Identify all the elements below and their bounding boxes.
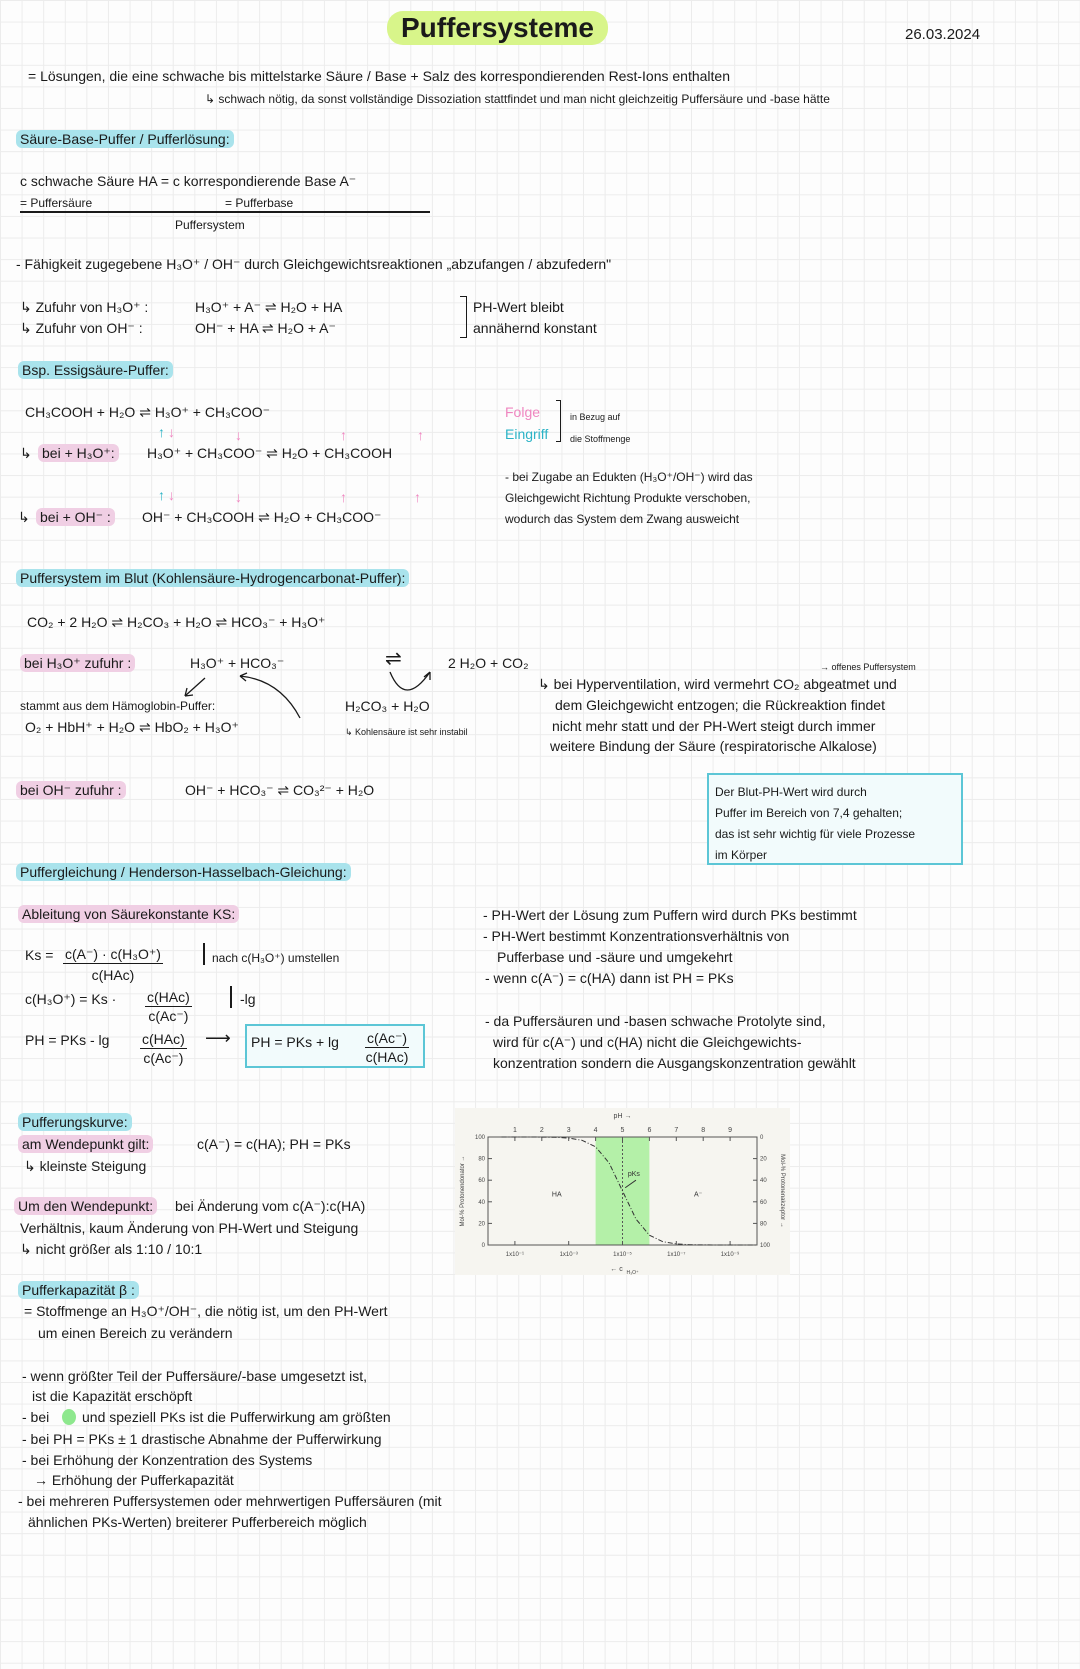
kapazitaet-bullet: - bei mehreren Puffersystemen oder mehrwertigen Puffersäuren (mit <box>18 1493 442 1509</box>
h3o-equation-right: 2 H₂O + CO₂ <box>448 655 529 671</box>
um-wendepunkt-line: ↳ nicht größer als 1:10 / 10:1 <box>20 1241 203 1257</box>
legend-eingriff: Eingriff <box>505 426 549 442</box>
heading-essigsaeure: Bsp. Essigsäure-Puffer: <box>18 361 173 379</box>
x-label-bottom-sub: H₃O⁺ <box>626 1270 639 1275</box>
label-ha: HA <box>551 1191 562 1199</box>
um-wendepunkt-text: bei Änderung vom c(A⁻):c(HA) <box>175 1198 366 1214</box>
hemoglobin-equation: O₂ + HbH⁺ + H₂O ⇌ HbO₂ + H₃O⁺ <box>25 719 239 735</box>
chart-svg <box>455 1108 790 1275</box>
h3o-note: -lg <box>240 991 256 1007</box>
note-line: Gleichgewicht Richtung Produkte verschoben, <box>505 491 751 505</box>
numerator: c(Ac⁻) <box>367 1030 408 1046</box>
result-line2: annähernd konstant <box>473 320 597 336</box>
green-range-marker <box>62 1409 76 1425</box>
tick-label-left: 0 <box>481 1243 485 1249</box>
h3o-fraction <box>145 988 192 1025</box>
case2-equation: OH⁻ + CH₃COOH ⇌ H₂O + CH₃COO⁻ <box>142 509 382 525</box>
tick-label-bottom: 1x10⁻⁵ <box>613 1252 632 1258</box>
tick-label-bottom: 1x10⁻³ <box>559 1252 578 1258</box>
tick-label-left: 40 <box>478 1199 485 1206</box>
intro-definition: = Lösungen, die eine schwache bis mittelstarke Säure / Base + Salz des korrespondierenden Rest-Ions enthalten <box>28 68 730 84</box>
tick-label-top: 3 <box>566 1127 571 1134</box>
arrow-up-icon: ↑ <box>158 487 165 503</box>
final-fraction <box>365 1029 409 1066</box>
wendepunkt-text: c(A⁻) = c(HA); PH = PKs <box>197 1136 351 1152</box>
kapazitaet-bullet: - bei <box>22 1409 50 1425</box>
tick-label-bottom: 1x10⁻¹ <box>505 1252 524 1258</box>
h3o-equation-left: H₃O⁺ + HCO₃⁻ <box>190 655 285 671</box>
page-title: Puffersysteme <box>387 11 608 45</box>
tick-label-top: 4 <box>593 1127 598 1134</box>
brace-line <box>20 211 430 213</box>
tick-label-right: 80 <box>760 1221 767 1228</box>
arrow-right-icon: ⟶ <box>205 1028 231 1048</box>
x-label-bottom: ← c <box>610 1266 623 1273</box>
ks-prefix: Ks = <box>25 947 54 963</box>
box-line: Puffer im Bereich von 7,4 gehalten; <box>715 806 903 820</box>
tick-label-right: 60 <box>760 1199 767 1206</box>
kapazitaet-bullet: - bei Erhöhung der Konzentration des Systems <box>22 1452 313 1468</box>
tick-label-left: 100 <box>474 1135 485 1141</box>
intermediate: H₂CO₃ + H₂O <box>345 698 430 714</box>
box-line: im Körper <box>715 848 768 862</box>
hyper-line: weitere Bindung der Säure (respiratorische Alkalose) <box>550 738 877 754</box>
henderson-bullet: wird für c(A⁻) und c(HA) nicht die Gleichgewichts- <box>493 1034 802 1050</box>
divider <box>230 986 232 1008</box>
ks-subheading: Ableitung von Säurekonstante KS: <box>18 905 239 923</box>
y-label-right: Mol-% Protonenakzeptor → <box>779 1154 785 1228</box>
henderson-bullet: Pufferbase und -säure und umgekehrt <box>497 949 733 965</box>
tick-label-top: 1 <box>512 1127 517 1134</box>
denominator: c(Ac⁻) <box>148 1008 189 1024</box>
reaction-equation-oh: OH⁻ + HA ⇌ H₂O + A⁻ <box>195 320 336 336</box>
open-system-note: → offenes Puffersystem <box>820 662 916 672</box>
heading-kurve: Pufferungskurve: <box>18 1113 132 1131</box>
kapazitaet-bullet: und speziell PKs ist die Pufferwirkung am größten <box>82 1409 391 1425</box>
acetic-equation: CH₃COOH + H₂O ⇌ H₃O⁺ + CH₃COO⁻ <box>25 404 271 420</box>
result-line1: PH-Wert bleibt <box>473 299 564 315</box>
case1-equation: H₃O⁺ + CH₃COO⁻ ⇌ H₂O + CH₃COOH <box>147 445 393 461</box>
henderson-bullet: - PH-Wert bestimmt Konzentrationsverhältnis von <box>483 928 790 944</box>
tick-label-right: 100 <box>760 1243 771 1249</box>
buffer-equation: c schwache Säure HA = c korrespondierende Base A⁻ <box>20 173 357 189</box>
heading-saeure-base-puffer: Säure-Base-Puffer / Pufferlösung: <box>16 130 234 148</box>
box-line: das ist sehr wichtig für viele Prozesse <box>715 827 916 841</box>
tick-label-right: 0 <box>760 1135 764 1141</box>
denominator: c(Ac⁻) <box>143 1050 184 1066</box>
arrow-up-icon: ↑ <box>158 424 165 440</box>
case2-label: bei + OH⁻ : <box>36 508 115 526</box>
tick-label-left: 20 <box>478 1221 485 1228</box>
kapazitaet-bullet: - bei PH = PKs ± 1 drastische Abnahme der Pufferwirkung <box>22 1431 382 1447</box>
legend-note2: die Stoffmenge <box>570 434 631 444</box>
box-line: Der Blut-PH-Wert wird durch <box>715 785 867 799</box>
ability-text: - Fähigkeit zugegebene H₃O⁺ / OH⁻ durch Gleichgewichtsreaktionen „abzufangen / abzufedern" <box>16 256 612 272</box>
kapazitaet-bullet: ist die Kapazität erschöpft <box>32 1388 193 1404</box>
steigung-text: ↳ kleinste Steigung <box>24 1158 147 1174</box>
kapazitaet-bullet: ähnlichen PKs-Werten) breiterer Pufferbereich möglich <box>28 1514 367 1530</box>
tick-label-bottom: 1x10⁻⁹ <box>720 1252 740 1258</box>
x-label-top: pH → <box>613 1113 632 1120</box>
heading-blut: Puffersystem im Blut (Kohlensäure-Hydrogencarbonat-Puffer): <box>16 569 409 587</box>
arrow-up-icon: ↑ <box>340 427 347 443</box>
tick-label-left: 80 <box>478 1156 485 1163</box>
buffer-curve-chart <box>455 1108 790 1275</box>
denominator: c(HAc) <box>91 967 135 983</box>
hyper-line: dem Gleichgewicht entzogen; die Rückreaktion findet <box>555 697 885 713</box>
arrow-up-icon: ↑ <box>417 427 424 443</box>
ks-fraction <box>63 945 163 984</box>
kapazitaet-bullet: - wenn größter Teil der Puffersäure/-base umgesetzt ist, <box>22 1368 367 1384</box>
arrow-up-icon: ↑ <box>340 489 347 505</box>
reaction-label-oh: ↳ Zufuhr von OH⁻ : <box>20 320 143 336</box>
final-prefix: PH = PKs + lg <box>251 1034 339 1050</box>
puffersaeure-label: = Puffersäure <box>20 196 93 210</box>
equilibrium-icon: ⇌ <box>385 648 402 670</box>
tick-label-right: 40 <box>760 1178 767 1185</box>
ph-fraction <box>140 1030 187 1067</box>
case1-arrow: ↳ <box>20 445 32 461</box>
henderson-bullet: - PH-Wert der Lösung zum Puffern wird durch PKs bestimmt <box>483 907 857 923</box>
tick-label-top: 9 <box>728 1127 733 1134</box>
arrow-down-icon: ↓ <box>235 427 242 443</box>
heading-henderson: Puffergleichung / Henderson-Hasselbach-Gleichung: <box>16 863 351 881</box>
y-label-left: Mol-% Protonendonator → <box>460 1155 466 1227</box>
blood-ph-box <box>707 773 963 865</box>
henderson-bullet: - da Puffersäuren und -basen schwache Protolyte sind, <box>485 1013 826 1029</box>
um-wendepunkt-line: Verhältnis, kaum Änderung von PH-Wert und Steigung <box>20 1220 359 1236</box>
blood-equation: CO₂ + 2 H₂O ⇌ H₂CO₃ + H₂O ⇌ HCO₃⁻ + H₃O⁺ <box>27 614 326 630</box>
hyper-line: ↳ bei Hyperventilation, wird vermehrt CO₂ abgeatmet und <box>538 676 897 692</box>
tick-label-top: 7 <box>674 1127 679 1134</box>
ks-note: nach c(H₃O⁺) umstellen <box>212 951 340 965</box>
arrow-down-icon: ↓ <box>235 489 242 505</box>
intro-note: ↳ schwach nötig, da sonst vollständige Dissoziation stattfindet und man nicht gleichzeitig Puffersäure und -base hätte <box>205 92 830 106</box>
h3o-prefix: c(H₃O⁺) = Ks · <box>25 991 117 1007</box>
wendepunkt-label: am Wendepunkt gilt: <box>18 1135 153 1153</box>
label-a-minus: A⁻ <box>694 1191 703 1199</box>
case1-label: bei + H₃O⁺: <box>38 444 119 462</box>
tick-label-top: 6 <box>647 1127 652 1134</box>
heading-kapazitaet: Pufferkapazität β : <box>18 1281 139 1299</box>
denominator: c(HAc) <box>365 1049 409 1065</box>
hyper-line: nicht mehr statt und der PH-Wert steigt durch immer <box>552 718 876 734</box>
oh-equation: OH⁻ + HCO₃⁻ ⇌ CO₃²⁻ + H₂O <box>185 782 375 798</box>
bracket <box>460 296 467 338</box>
kapazitaet-bullet: → Erhöhung der Pufferkapazität <box>34 1472 234 1488</box>
h3o-zufuhr-label: bei H₃O⁺ zufuhr : <box>20 654 135 672</box>
note-line: - bei Zugabe an Edukten (H₃O⁺/OH⁻) wird das <box>505 470 753 484</box>
um-wendepunkt-label: Um den Wendepunkt: <box>14 1197 157 1215</box>
tick-label-top: 2 <box>539 1127 544 1134</box>
pufferbase-label: = Pufferbase <box>225 196 294 210</box>
final-formula-box <box>245 1024 425 1068</box>
label-pks: pKs <box>627 1170 640 1178</box>
divider <box>203 943 205 965</box>
reaction-equation-h3o: H₃O⁺ + A⁻ ⇌ H₂O + HA <box>195 299 343 315</box>
numerator: c(HAc) <box>147 989 190 1005</box>
arrow-down-icon: ↓ <box>168 487 175 503</box>
arrow-up-icon: ↑ <box>414 489 421 505</box>
henderson-bullet: konzentration sondern die Ausgangskonzentration gewählt <box>493 1055 856 1071</box>
ph-prefix: PH = PKs - lg <box>25 1032 110 1048</box>
case2-arrow: ↳ <box>18 509 30 525</box>
note-line: wodurch das System dem Zwang ausweicht <box>505 512 740 526</box>
tick-label-bottom: 1x10⁻⁷ <box>667 1252 686 1258</box>
arrow-down-icon: ↓ <box>168 424 175 440</box>
date: 26.03.2024 <box>905 26 981 43</box>
henderson-bullet: - wenn c(A⁻) = c(HA) dann ist PH = PKs <box>485 970 734 986</box>
tick-label-right: 20 <box>760 1156 767 1163</box>
kapazitaet-definition: um einen Bereich zu verändern <box>38 1325 233 1341</box>
tick-label-left: 60 <box>478 1178 485 1185</box>
puffersystem-label: Puffersystem <box>175 218 245 232</box>
legend-note1: in Bezug auf <box>570 412 621 422</box>
numerator: c(A⁻) · c(H₃O⁺) <box>65 946 161 962</box>
numerator: c(HAc) <box>142 1031 185 1047</box>
kapazitaet-definition: = Stoffmenge an H₃O⁺/OH⁻, die nötig ist, um den PH-Wert <box>24 1303 388 1319</box>
legend-bracket <box>556 400 561 442</box>
hemoglobin-label: stammt aus dem Hämoglobin-Puffer: <box>20 699 216 713</box>
tick-label-top: 8 <box>701 1127 706 1134</box>
oh-zufuhr-label: bei OH⁻ zufuhr : <box>16 781 126 799</box>
reaction-label-h3o: ↳ Zufuhr von H₃O⁺ : <box>20 299 149 315</box>
legend-folge: Folge <box>505 404 541 420</box>
intermediate-note: ↳ Kohlensäure ist sehr instabil <box>345 727 468 737</box>
tick-label-top: 5 <box>620 1127 625 1134</box>
